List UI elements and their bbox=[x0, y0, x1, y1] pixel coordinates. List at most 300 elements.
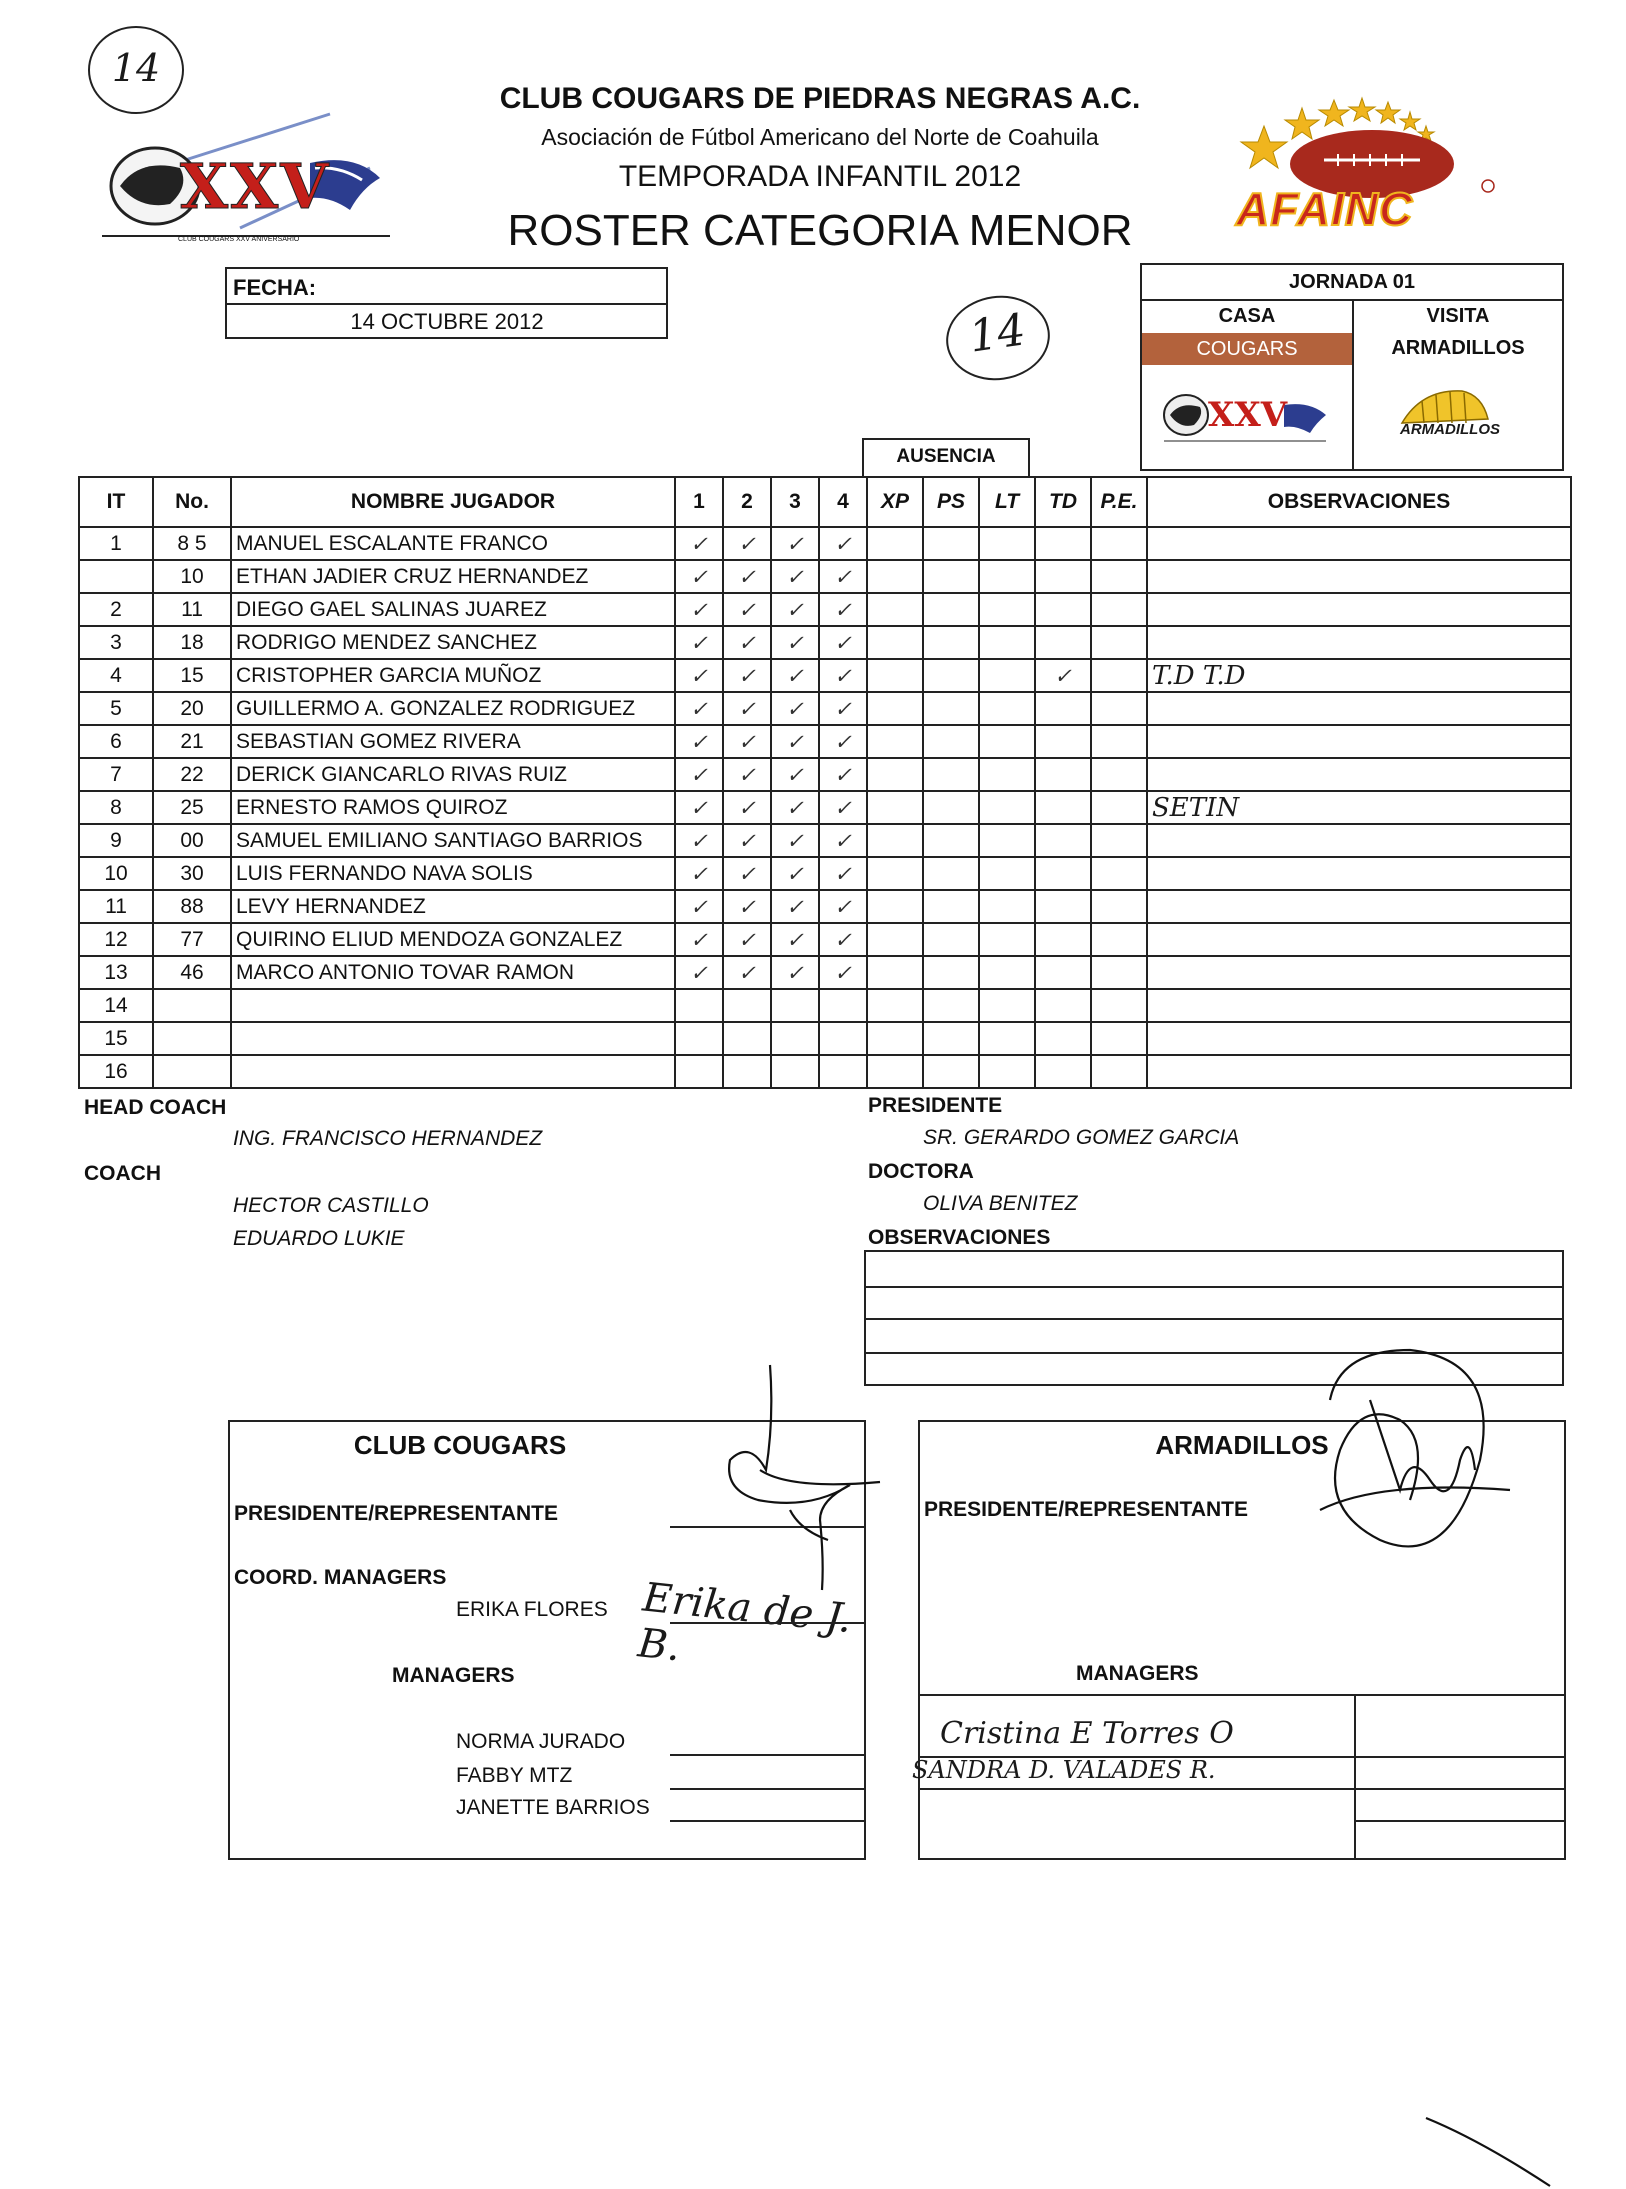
cell-q1: ✓ bbox=[675, 890, 723, 923]
cell-name: ERNESTO RAMOS QUIROZ bbox=[231, 791, 675, 824]
cell-ps bbox=[923, 692, 979, 725]
cell-q4: ✓ bbox=[819, 956, 867, 989]
cell-q3: ✓ bbox=[771, 791, 819, 824]
cell-pe bbox=[1091, 527, 1147, 560]
cell-q3: ✓ bbox=[771, 527, 819, 560]
table-row bbox=[79, 857, 1571, 890]
cell-q3 bbox=[771, 1055, 819, 1088]
cell-ps bbox=[923, 1055, 979, 1088]
table-row bbox=[79, 758, 1571, 791]
cell-no: 10 bbox=[153, 560, 231, 593]
arm-manager-vdivider bbox=[1354, 1694, 1356, 1858]
cell-q4: ✓ bbox=[819, 824, 867, 857]
cell-q4: ✓ bbox=[819, 890, 867, 923]
cell-q3: ✓ bbox=[771, 824, 819, 857]
center-mark-text: 14 bbox=[966, 304, 1029, 363]
col-obs: OBSERVACIONES bbox=[1147, 477, 1571, 527]
cell-q2: ✓ bbox=[723, 791, 771, 824]
afainc-logo bbox=[1222, 90, 1512, 240]
arm-managers-label: MANAGERS bbox=[1076, 1662, 1199, 1685]
head-coach-label: HEAD COACH bbox=[84, 1096, 227, 1119]
cell-q3 bbox=[771, 1022, 819, 1055]
cell-pe bbox=[1091, 791, 1147, 824]
cell-pe bbox=[1091, 824, 1147, 857]
cell-lt bbox=[979, 758, 1035, 791]
cell-obs bbox=[1147, 593, 1571, 626]
fecha-box bbox=[225, 267, 668, 339]
cell-no: 18 bbox=[153, 626, 231, 659]
cell-q4 bbox=[819, 1022, 867, 1055]
cell-ps bbox=[923, 956, 979, 989]
cell-pe bbox=[1091, 758, 1147, 791]
cell-ps bbox=[923, 758, 979, 791]
cell-no: 22 bbox=[153, 758, 231, 791]
cell-q3: ✓ bbox=[771, 692, 819, 725]
cell-xp bbox=[867, 659, 923, 692]
cell-td bbox=[1035, 857, 1091, 890]
visita-logo bbox=[1392, 383, 1542, 443]
club-manager-2: FABBY MTZ bbox=[456, 1764, 573, 1787]
logo-xxv-text: XXV bbox=[180, 150, 331, 223]
cell-lt bbox=[979, 593, 1035, 626]
cell-pe bbox=[1091, 923, 1147, 956]
cell-q4: ✓ bbox=[819, 791, 867, 824]
jornada-box bbox=[1140, 263, 1564, 471]
col-it: IT bbox=[79, 477, 153, 527]
cell-td bbox=[1035, 692, 1091, 725]
armadillos-president-signature bbox=[1300, 1340, 1540, 1600]
roster-title: ROSTER CATEGORIA MENOR bbox=[507, 206, 1133, 255]
cell-pe bbox=[1091, 956, 1147, 989]
cell-it: 9 bbox=[79, 824, 153, 857]
roster-table bbox=[78, 476, 1572, 1089]
cell-pe bbox=[1091, 659, 1147, 692]
cell-lt bbox=[979, 890, 1035, 923]
cell-obs bbox=[1147, 725, 1571, 758]
cell-name: LUIS FERNANDO NAVA SOLIS bbox=[231, 857, 675, 890]
cell-lt bbox=[979, 692, 1035, 725]
cell-td bbox=[1035, 989, 1091, 1022]
cell-q3: ✓ bbox=[771, 659, 819, 692]
cell-it: 11 bbox=[79, 890, 153, 923]
cell-xp bbox=[867, 560, 923, 593]
cell-q3: ✓ bbox=[771, 857, 819, 890]
cell-no bbox=[153, 989, 231, 1022]
cell-q3: ✓ bbox=[771, 956, 819, 989]
cell-td bbox=[1035, 560, 1091, 593]
cell-ps bbox=[923, 923, 979, 956]
cell-pe bbox=[1091, 725, 1147, 758]
cell-q2: ✓ bbox=[723, 626, 771, 659]
fecha-value: 14 OCTUBRE 2012 bbox=[350, 309, 544, 334]
cell-q2 bbox=[723, 1022, 771, 1055]
cell-it: 15 bbox=[79, 1022, 153, 1055]
cell-pe bbox=[1091, 626, 1147, 659]
cell-name: DIEGO GAEL SALINAS JUAREZ bbox=[231, 593, 675, 626]
visita-label: VISITA bbox=[1426, 305, 1490, 327]
cell-lt bbox=[979, 725, 1035, 758]
cell-pe bbox=[1091, 560, 1147, 593]
cell-q2: ✓ bbox=[723, 659, 771, 692]
cell-ps bbox=[923, 593, 979, 626]
cell-lt bbox=[979, 626, 1035, 659]
cell-ps bbox=[923, 857, 979, 890]
cell-pe bbox=[1091, 692, 1147, 725]
cell-q2: ✓ bbox=[723, 527, 771, 560]
cell-obs: SETIN bbox=[1147, 791, 1571, 824]
cell-q1: ✓ bbox=[675, 758, 723, 791]
cell-it: 10 bbox=[79, 857, 153, 890]
cell-q1 bbox=[675, 1022, 723, 1055]
club-manager-line-1 bbox=[670, 1754, 866, 1756]
cell-td bbox=[1035, 1055, 1091, 1088]
cell-no bbox=[153, 1055, 231, 1088]
cell-td: ✓ bbox=[1035, 659, 1091, 692]
cell-it: 3 bbox=[79, 626, 153, 659]
cell-xp bbox=[867, 725, 923, 758]
cell-it: 12 bbox=[79, 923, 153, 956]
cell-xp bbox=[867, 1022, 923, 1055]
fecha-divider bbox=[227, 303, 667, 305]
coach-label: COACH bbox=[84, 1162, 161, 1185]
cell-ps bbox=[923, 725, 979, 758]
cell-ps bbox=[923, 890, 979, 923]
arm-manager-line-2 bbox=[920, 1788, 1564, 1790]
cell-it: 13 bbox=[79, 956, 153, 989]
presidente-name: SR. GERARDO GOMEZ GARCIA bbox=[923, 1126, 1240, 1149]
fecha-label: FECHA: bbox=[233, 275, 317, 300]
col-td: TD bbox=[1035, 477, 1091, 527]
cell-q1: ✓ bbox=[675, 956, 723, 989]
cell-obs bbox=[1147, 560, 1571, 593]
cell-td bbox=[1035, 791, 1091, 824]
cell-ps bbox=[923, 989, 979, 1022]
cell-ps bbox=[923, 1022, 979, 1055]
cell-no: 21 bbox=[153, 725, 231, 758]
arm-manager-line-3 bbox=[1354, 1820, 1564, 1822]
table-row bbox=[79, 560, 1571, 593]
club-subtitle: Asociación de Fútbol Americano del Norte de Coahuila bbox=[541, 124, 1099, 150]
cell-xp bbox=[867, 956, 923, 989]
cell-no: 77 bbox=[153, 923, 231, 956]
club-manager-line-2 bbox=[670, 1788, 866, 1790]
cell-xp bbox=[867, 824, 923, 857]
cell-xp bbox=[867, 527, 923, 560]
club-coord-name: ERIKA FLORES bbox=[456, 1598, 608, 1621]
roster-header-row bbox=[79, 477, 1571, 527]
cell-q1: ✓ bbox=[675, 857, 723, 890]
cell-q2: ✓ bbox=[723, 956, 771, 989]
cell-pe bbox=[1091, 890, 1147, 923]
ausencia-label: AUSENCIA bbox=[896, 446, 996, 467]
table-row bbox=[79, 725, 1571, 758]
cell-q4 bbox=[819, 989, 867, 1022]
head-coach-name: ING. FRANCISCO HERNANDEZ bbox=[233, 1127, 543, 1150]
center-circled-mark bbox=[941, 289, 1056, 387]
cell-name bbox=[231, 1022, 675, 1055]
cell-name: LEVY HERNANDEZ bbox=[231, 890, 675, 923]
cell-xp bbox=[867, 1055, 923, 1088]
cell-q1: ✓ bbox=[675, 725, 723, 758]
cell-it: 4 bbox=[79, 659, 153, 692]
cell-q1: ✓ bbox=[675, 593, 723, 626]
cell-name: GUILLERMO A. GONZALEZ RODRIGUEZ bbox=[231, 692, 675, 725]
club-presidente-label: PRESIDENTE/REPRESENTANTE bbox=[234, 1502, 558, 1525]
cell-xp bbox=[867, 791, 923, 824]
cell-obs bbox=[1147, 890, 1571, 923]
cell-name: CRISTOPHER GARCIA MUÑOZ bbox=[231, 659, 675, 692]
cell-xp bbox=[867, 626, 923, 659]
cell-q2: ✓ bbox=[723, 758, 771, 791]
cell-lt bbox=[979, 527, 1035, 560]
cell-no: 15 bbox=[153, 659, 231, 692]
col-q3: 3 bbox=[771, 477, 819, 527]
cell-td bbox=[1035, 1022, 1091, 1055]
cell-obs bbox=[1147, 626, 1571, 659]
observaciones-label: OBSERVACIONES bbox=[868, 1226, 1051, 1249]
table-row bbox=[79, 626, 1571, 659]
cell-lt bbox=[979, 1022, 1035, 1055]
arm-manager-divider-top bbox=[920, 1694, 1564, 1696]
club-manager-1: NORMA JURADO bbox=[456, 1730, 626, 1753]
col-name: NOMBRE JUGADOR bbox=[231, 477, 675, 527]
cell-q1: ✓ bbox=[675, 791, 723, 824]
cell-no: 20 bbox=[153, 692, 231, 725]
cell-lt bbox=[979, 791, 1035, 824]
cell-td bbox=[1035, 725, 1091, 758]
cell-q3: ✓ bbox=[771, 626, 819, 659]
cell-lt bbox=[979, 923, 1035, 956]
table-row bbox=[79, 791, 1571, 824]
cell-no: 88 bbox=[153, 890, 231, 923]
cell-q4: ✓ bbox=[819, 659, 867, 692]
club-coord-label: COORD. MANAGERS bbox=[234, 1566, 447, 1589]
cell-q1: ✓ bbox=[675, 560, 723, 593]
cell-name: ETHAN JADIER CRUZ HERNANDEZ bbox=[231, 560, 675, 593]
cell-it: 6 bbox=[79, 725, 153, 758]
cell-q4: ✓ bbox=[819, 560, 867, 593]
coach-name-2: EDUARDO LUKIE bbox=[233, 1227, 405, 1250]
cell-q3: ✓ bbox=[771, 593, 819, 626]
cell-ps bbox=[923, 626, 979, 659]
col-ps: PS bbox=[923, 477, 979, 527]
cell-ps bbox=[923, 560, 979, 593]
cell-q2 bbox=[723, 1055, 771, 1088]
arm-box-title: ARMADILLOS bbox=[1155, 1430, 1329, 1460]
table-row bbox=[79, 659, 1571, 692]
cell-no: 46 bbox=[153, 956, 231, 989]
cell-it: 5 bbox=[79, 692, 153, 725]
table-row bbox=[79, 923, 1571, 956]
casa-team: COUGARS bbox=[1142, 333, 1352, 365]
table-row bbox=[79, 593, 1571, 626]
cell-q4: ✓ bbox=[819, 692, 867, 725]
cell-lt bbox=[979, 824, 1035, 857]
cell-lt bbox=[979, 659, 1035, 692]
table-row bbox=[79, 1022, 1571, 1055]
cell-q3 bbox=[771, 989, 819, 1022]
casa-logo-text: XXV bbox=[1208, 395, 1288, 435]
visita-team: ARMADILLOS bbox=[1391, 337, 1525, 359]
cell-obs: T.D T.D bbox=[1147, 659, 1571, 692]
doctora-name: OLIVA BENITEZ bbox=[923, 1192, 1078, 1215]
cell-it: 16 bbox=[79, 1055, 153, 1088]
col-pe: P.E. bbox=[1091, 477, 1147, 527]
cell-obs bbox=[1147, 857, 1571, 890]
cell-q2: ✓ bbox=[723, 890, 771, 923]
cell-q1 bbox=[675, 1055, 723, 1088]
visita-logo-text: ARMADILLOS bbox=[1400, 421, 1500, 438]
cell-it: 8 bbox=[79, 791, 153, 824]
col-no: No. bbox=[153, 477, 231, 527]
club-logo bbox=[100, 108, 390, 246]
cell-td bbox=[1035, 890, 1091, 923]
cell-obs bbox=[1147, 956, 1571, 989]
col-q2: 2 bbox=[723, 477, 771, 527]
club-title: CLUB COUGARS DE PIEDRAS NEGRAS A.C. bbox=[499, 82, 1141, 115]
cell-name: MANUEL ESCALANTE FRANCO bbox=[231, 527, 675, 560]
col-q1: 1 bbox=[675, 477, 723, 527]
cell-xp bbox=[867, 692, 923, 725]
cell-pe bbox=[1091, 989, 1147, 1022]
cell-q2 bbox=[723, 989, 771, 1022]
table-row bbox=[79, 956, 1571, 989]
cell-no: 25 bbox=[153, 791, 231, 824]
corner-circled-mark bbox=[88, 26, 184, 114]
season-title: TEMPORADA INFANTIL 2012 bbox=[618, 160, 1022, 193]
cell-q3: ✓ bbox=[771, 560, 819, 593]
club-manager-3: JANETTE BARRIOS bbox=[456, 1796, 650, 1819]
cell-lt bbox=[979, 1055, 1035, 1088]
cell-xp bbox=[867, 593, 923, 626]
cell-q2: ✓ bbox=[723, 923, 771, 956]
cell-name: SAMUEL EMILIANO SANTIAGO BARRIOS bbox=[231, 824, 675, 857]
cell-obs bbox=[1147, 989, 1571, 1022]
cell-q2: ✓ bbox=[723, 692, 771, 725]
cell-td bbox=[1035, 956, 1091, 989]
table-row bbox=[79, 527, 1571, 560]
cell-ps bbox=[923, 824, 979, 857]
cell-it: 1 bbox=[79, 527, 153, 560]
club-box-title: CLUB COUGARS bbox=[353, 1430, 567, 1460]
obs-line-1 bbox=[866, 1286, 1562, 1288]
cell-td bbox=[1035, 626, 1091, 659]
cell-ps bbox=[923, 791, 979, 824]
cell-pe bbox=[1091, 857, 1147, 890]
cell-xp bbox=[867, 758, 923, 791]
cell-obs bbox=[1147, 692, 1571, 725]
cell-q1: ✓ bbox=[675, 527, 723, 560]
cell-q1: ✓ bbox=[675, 824, 723, 857]
cell-ps bbox=[923, 659, 979, 692]
cell-td bbox=[1035, 527, 1091, 560]
cell-name bbox=[231, 989, 675, 1022]
cell-q3: ✓ bbox=[771, 758, 819, 791]
cell-pe bbox=[1091, 593, 1147, 626]
cell-xp bbox=[867, 923, 923, 956]
cell-q1: ✓ bbox=[675, 923, 723, 956]
cell-q4: ✓ bbox=[819, 923, 867, 956]
corner-mark-text: 14 bbox=[111, 46, 161, 90]
cell-q4: ✓ bbox=[819, 857, 867, 890]
cell-obs bbox=[1147, 824, 1571, 857]
cell-xp bbox=[867, 989, 923, 1022]
cell-q4: ✓ bbox=[819, 626, 867, 659]
coach-name-1: HECTOR CASTILLO bbox=[233, 1194, 429, 1217]
cell-q3: ✓ bbox=[771, 923, 819, 956]
afainc-text: AFAINC bbox=[1236, 183, 1414, 235]
cell-it: 7 bbox=[79, 758, 153, 791]
cell-q3: ✓ bbox=[771, 725, 819, 758]
cell-name bbox=[231, 1055, 675, 1088]
presidente-label: PRESIDENTE bbox=[868, 1094, 1003, 1117]
col-xp: XP bbox=[867, 477, 923, 527]
cell-xp bbox=[867, 857, 923, 890]
club-manager-line-3 bbox=[670, 1820, 866, 1822]
cell-q4: ✓ bbox=[819, 758, 867, 791]
cell-obs bbox=[1147, 758, 1571, 791]
cell-obs bbox=[1147, 923, 1571, 956]
doctora-label: DOCTORA bbox=[868, 1160, 974, 1183]
cell-q3: ✓ bbox=[771, 890, 819, 923]
club-coord-signature: Erika de J. B. bbox=[635, 1574, 854, 1671]
casa-logo bbox=[1160, 383, 1330, 447]
ausencia-box bbox=[862, 438, 1030, 476]
cell-q4: ✓ bbox=[819, 527, 867, 560]
cell-name: QUIRINO ELIUD MENDOZA GONZALEZ bbox=[231, 923, 675, 956]
cell-no bbox=[153, 1022, 231, 1055]
cell-q2: ✓ bbox=[723, 857, 771, 890]
table-row bbox=[79, 890, 1571, 923]
cell-it bbox=[79, 560, 153, 593]
table-row bbox=[79, 692, 1571, 725]
cell-td bbox=[1035, 593, 1091, 626]
jornada-title: JORNADA 01 bbox=[1289, 271, 1415, 293]
pen-stroke-mark bbox=[1420, 2110, 1560, 2189]
cell-q2: ✓ bbox=[723, 560, 771, 593]
cell-pe bbox=[1091, 1055, 1147, 1088]
table-row bbox=[79, 1055, 1571, 1088]
cell-q4: ✓ bbox=[819, 725, 867, 758]
col-lt: LT bbox=[979, 477, 1035, 527]
cell-xp bbox=[867, 890, 923, 923]
cell-name: SEBASTIAN GOMEZ RIVERA bbox=[231, 725, 675, 758]
cell-lt bbox=[979, 956, 1035, 989]
cell-q4: ✓ bbox=[819, 593, 867, 626]
cell-lt bbox=[979, 857, 1035, 890]
cell-obs bbox=[1147, 527, 1571, 560]
table-row bbox=[79, 989, 1571, 1022]
cell-pe bbox=[1091, 1022, 1147, 1055]
cell-td bbox=[1035, 758, 1091, 791]
cell-no: 30 bbox=[153, 857, 231, 890]
cell-q2: ✓ bbox=[723, 593, 771, 626]
cell-q1: ✓ bbox=[675, 626, 723, 659]
cell-no: 00 bbox=[153, 824, 231, 857]
cell-q2: ✓ bbox=[723, 824, 771, 857]
cell-name: DERICK GIANCARLO RIVAS RUIZ bbox=[231, 758, 675, 791]
logo-caption: CLUB COUGARS XXV ANIVERSARIO bbox=[178, 236, 300, 243]
casa-label: CASA bbox=[1218, 305, 1276, 327]
cell-td bbox=[1035, 923, 1091, 956]
club-coord-line bbox=[670, 1622, 866, 1624]
cell-obs bbox=[1147, 1022, 1571, 1055]
arm-manager-signature-1: Cristina E Torres O bbox=[940, 1716, 1234, 1751]
club-managers-label: MANAGERS bbox=[392, 1664, 515, 1687]
cell-lt bbox=[979, 560, 1035, 593]
cell-it: 14 bbox=[79, 989, 153, 1022]
arm-presidente-label: PRESIDENTE/REPRESENTANTE bbox=[924, 1498, 1248, 1521]
